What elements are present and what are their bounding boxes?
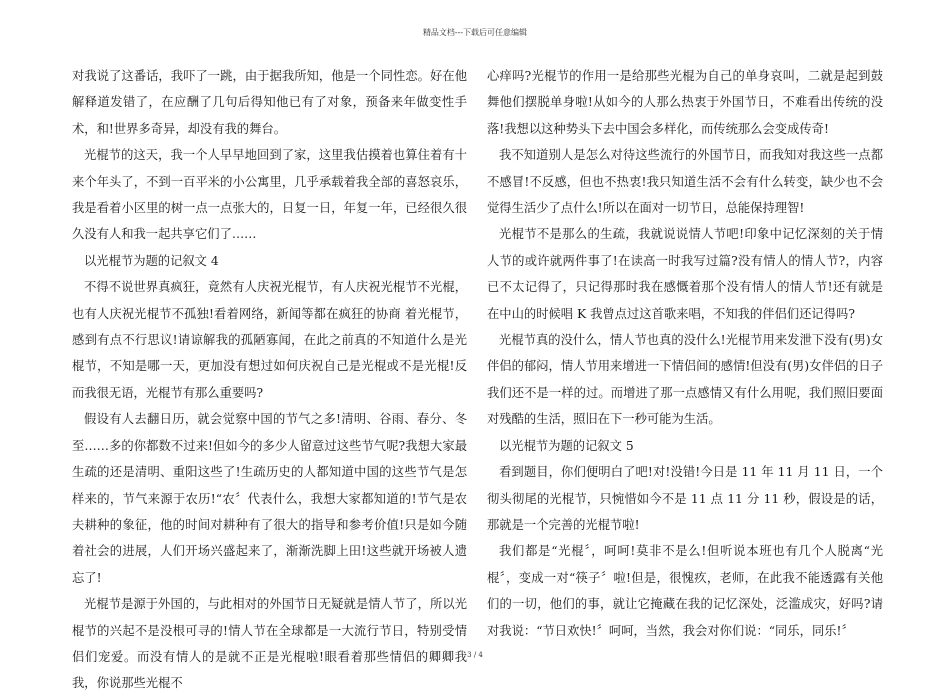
paragraph: 光棍节的这天，我一个人早早地回到了家，这里我估摸着也算住着有十来个年头了，不到一百平米的小公寓里，几乎承载着我全部的喜怒哀乐，我是看着小区里的树一点一点张大的，日复一日，年复一年，已经很久很久没有人和我一起共享它们了……: [72, 148, 467, 242]
page-number: 3 / 4: [467, 651, 483, 659]
section-heading: 以光棍节为题的记叙文 4: [84, 253, 219, 268]
paragraph: 对我说了这番话，我吓了一跳，由于据我所知，他是一个同性恋。好在他解释道发错了，在应酬了几句后得知他已有了对象，预备来年做变性手术，和!世界多奇异，却没有我的舞台。: [72, 69, 467, 136]
paragraph: 光棍节是源于外国的，与此相对的外国节日无疑就是情人节了，所以光棍节的兴起不是没根可寻的!情人节在全球都是一大流行节日，特别受情侣们宠爱。而没有情人的是就不正是光棍啦!眼看着那些情侣的卿卿我我，你说那些光棍不: [72, 597, 467, 691]
paragraph: 我们都是“光棍〞，呵呵!莫非不是么!但听说本班也有几个人脱离“光棍〞，变成一对“筷子〞啦!但是，很愧疚，老师，在此我不能透露有关他们的一切，他们的事，就让它掩藏在我的记忆深处，泛滥成灾，好吗?请对我说：“节日欢快!〞呵呵，当然，我会对你们说：“同乐，同乐!〞: [487, 544, 883, 638]
paragraph: 假设有人去翻日历，就会觉察中国的节气之多!清明、谷雨、春分、冬至……多的你都数不过来!但如今的多少人留意过这些节气呢?我想大家最生疏的还是清明、重阳这些了!生疏历史的人都知道中国的这些节气是怎样来的，节气来源于农历!“农〞代表什么，我想大家都知道的!节气是农夫耕种的象征，他的时间对耕种有了很大的指导和参考价值!只是如今随着社会的进展，人们开场兴盛起来了，渐渐洗脚上田!这些就开场被人遗忘了!: [72, 412, 467, 585]
page-header: 精品文档---下载后可任意编辑: [422, 28, 528, 37]
paragraph: 光棍节真的没什么，情人节也真的没什么!光棍节用来发泄下没有(男)女伴侣的郁闷，情人节用来增进一下情侣间的感情!但没有(男)女伴侣的日子我们还不是一样的过。而增进了那一点感情又有什么用呢，我们照旧要面对残酷的生活，照旧在下一秒可能为生活。: [487, 333, 883, 427]
paragraph: 不得不说世界真疯狂，竟然有人庆祝光棍节，有人庆祝光棍节不光棍，也有人庆祝光棍节不孤独!看着网络，新闻等都在疯狂的协商 着光棍节，感到有点不行思议!请谅解我的孤陋寡闻，在此之前真的不知道什么是光棍节，不知是哪一天，更加没有想过如何庆祝自己是光棍或不是光棍!反而我很无语，光棍节有那么重要吗?: [72, 280, 467, 400]
right-column: [487, 63, 883, 644]
paragraph: 看到题目，你们便明白了吧!对!没错!今日是 11 年 11 月 11 日，一个彻头彻尾的光棍节，只惋惜如今不是 11 点 11 分 11 秒，假设是的话，那就是一个完善的光棍节啦!: [487, 465, 883, 532]
paragraph: 光棍节不是那么的生疏，我就说说情人节吧!印象中记忆深刻的关于情人节的或许就两件事了!在读高一时我写过篇?没有情人的情人节?，内容已不太记得了，只记得那时我在感慨着那个没有情人的情人节!还有就是在中山的时候唱 K 我曾点过这首歌来唱，不知我的伴侣们还记得吗?: [487, 227, 883, 321]
paragraph: 我不知道别人是怎么对待这些流行的外国节日，而我知对我这些一点都不感冒!不反感，但也不热衷!我只知道生活不会有什么转变，缺少也不会觉得生活少了点什么!所以在面对一切节日，总能保持理智!: [487, 148, 883, 216]
section-heading: 以光棍节为题的记叙文 5: [499, 438, 634, 453]
paragraph: 心痒吗?光棍节的作用一是给那些光棍为自己的单身哀叫，二就是起到鼓舞他们摆脱单身啦!从如今的人那么热衷于外国节日，不难看出传统的没落!我想以这种势头下去中国会多样化，而传统那么会变成传奇!: [487, 69, 883, 136]
left-column: [72, 63, 467, 697]
